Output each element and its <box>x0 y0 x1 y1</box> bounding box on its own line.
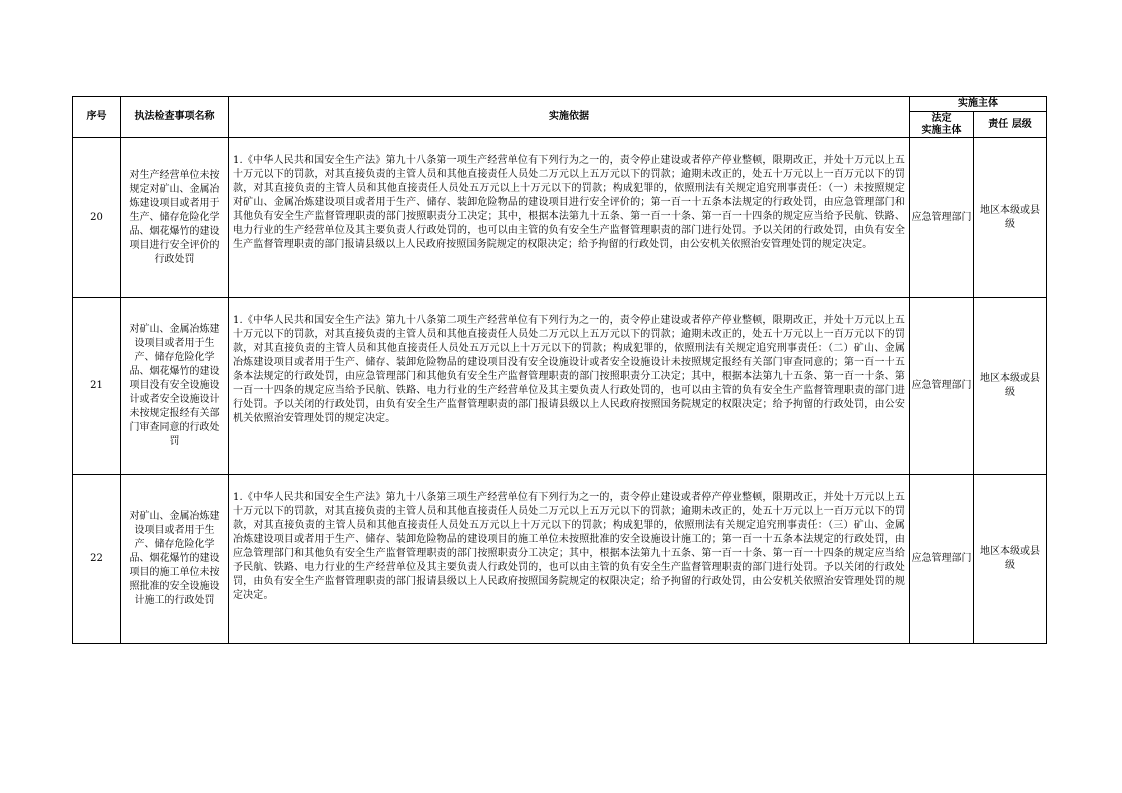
row-legal-subject: 应急管理部门 <box>910 475 974 644</box>
row-item-name: 对矿山、金属冶炼建设项目或者用于生产、储存危险化学品、烟花爆竹的建设项目没有安全设施设计或者安全设施设计未按规定报经有关部门审查同意的行政处罚 <box>121 298 229 475</box>
row-item-name: 对矿山、金属冶炼建设项目或者用于生产、储存危险化学品、烟花爆竹的建设项目的施工单位未按照批准的安全设施设计施工的行政处罚 <box>121 475 229 644</box>
row-seq: 20 <box>73 138 121 298</box>
table-row <box>73 138 1047 298</box>
header-legal-subject: 法定 实施主体 <box>910 112 974 138</box>
row-basis: 1.《中华人民共和国安全生产法》第九十八条第二项生产经营单位有下列行为之一的，责令停止建设或者停产停业整顿，限期改正，并处十万元以上五十万元以下的罚款，对其直接负责的主管人员和其他直接责任人员处二万元以上五万元以下的罚款；逾期未改正的，处五十万元以上一百万元以下的罚款，对其直接负责的主管人员和其他直接责任人员处五万元以上十万元以下的罚款；构成犯罪的，依照刑法有关规定追究刑事责任：（二）矿山、金属冶炼建设项目或者用于生产、储存、装卸危险物品的建设项目没有安全设施设计或者安全设施设计未按照规定报经有关部门审查同意的；第一百一十五条本法规定的行政处罚，由应急管理部门和其他负有安全生产监督管理职责的部门按照职责分工决定；其中，根据本法第九十五条、第一百一十条、第一百一十四条的规定应当给予民航、铁路、电力行业的生产经营单位及其主要负责人行政处罚的，也可以由主管的负有安全生产监督管理职责的部门进行处罚。予以关闭的行政处罚，由负有安全生产监督管理职责的部门报请县级以上人民政府按照国务院规定的权限决定；给予拘留的行政处罚，由公安机关依照治安管理处罚的规定决定。 <box>229 298 910 475</box>
row-seq: 22 <box>73 475 121 644</box>
header-responsibility-level: 责任 层级 <box>974 112 1047 138</box>
header-basis: 实施依据 <box>229 97 910 138</box>
header-seq: 序号 <box>73 97 121 138</box>
row-legal-subject: 应急管理部门 <box>910 298 974 475</box>
row-basis: 1.《中华人民共和国安全生产法》第九十八条第三项生产经营单位有下列行为之一的，责令停止建设或者停产停业整顿，限期改正，并处十万元以上五十万元以下的罚款，对其直接负责的主管人员和其他直接责任人员处二万元以上五万元以下的罚款；逾期未改正的，处五十万元以上一百万元以下的罚款，对其直接负责的主管人员和其他直接责任人员处五万元以上十万元以下的罚款；构成犯罪的，依照刑法有关规定追究刑事责任：（三）矿山、金属冶炼建设项目或者用于生产、储存、装卸危险物品的建设项目的施工单位未按照批准的安全设施设计施工的；第一百一十五条本法规定的行政处罚，由应急管理部门和其他负有安全生产监督管理职责的部门按照职责分工决定；其中，根据本法第九十五条、第一百一十条、第一百一十四条的规定应当给予民航、铁路、电力行业的生产经营单位及其主要负责人行政处罚的，也可以由主管的负有安全生产监督管理职责的部门进行处罚。予以关闭的行政处罚，由负有安全生产监督管理职责的部门报请县级以上人民政府按照国务院规定的权限决定；给予拘留的行政处罚，由公安机关依照治安管理处罚的规定决定。 <box>229 475 910 644</box>
header-item-name: 执法检查事项名称 <box>121 97 229 138</box>
row-level: 地区本级或县级 <box>974 138 1047 298</box>
row-basis: 1.《中华人民共和国安全生产法》第九十八条第一项生产经营单位有下列行为之一的，责令停止建设或者停产停业整顿，限期改正，并处十万元以上五十万元以下的罚款，对其直接负责的主管人员和其他直接责任人员处二万元以上五万元以下的罚款；逾期未改正的，处五十万元以上一百万元以下的罚款，对其直接负责的主管人员和其他直接责任人员处五万元以上十万元以下的罚款；构成犯罪的，依照刑法有关规定追究刑事责任：（一）未按照规定对矿山、金属冶炼建设项目或者用于生产、储存、装卸危险物品的建设项目进行安全评价的；第一百一十五条本法规定的行政处罚，由应急管理部门和其他负有安全生产监督管理职责的部门按照职责分工决定；其中，根据本法第九十五条、第一百一十条、第一百一十四条的规定应当给予民航、铁路、电力行业的生产经营单位及其主要负责人行政处罚的，也可以由主管的负有安全生产监督管理职责的部门进行处罚。予以关闭的行政处罚，由负有安全生产监督管理职责的部门报请县级以上人民政府按照国务院规定的权限决定；给予拘留的行政处罚，由公安机关依照治安管理处罚的规定决定。 <box>229 138 910 298</box>
row-level: 地区本级或县级 <box>974 475 1047 644</box>
enforcement-table <box>72 96 1047 644</box>
row-item-name: 对生产经营单位未按规定对矿山、金属冶炼建设项目或者用于生产、储存危险化学品、烟花爆竹的建设项目进行安全评价的行政处罚 <box>121 138 229 298</box>
table-row <box>73 475 1047 644</box>
header-subject-group: 实施主体 <box>910 97 1047 112</box>
table-row <box>73 298 1047 475</box>
row-seq: 21 <box>73 298 121 475</box>
table-header <box>73 97 1047 138</box>
row-legal-subject: 应急管理部门 <box>910 138 974 298</box>
row-level: 地区本级或县级 <box>974 298 1047 475</box>
